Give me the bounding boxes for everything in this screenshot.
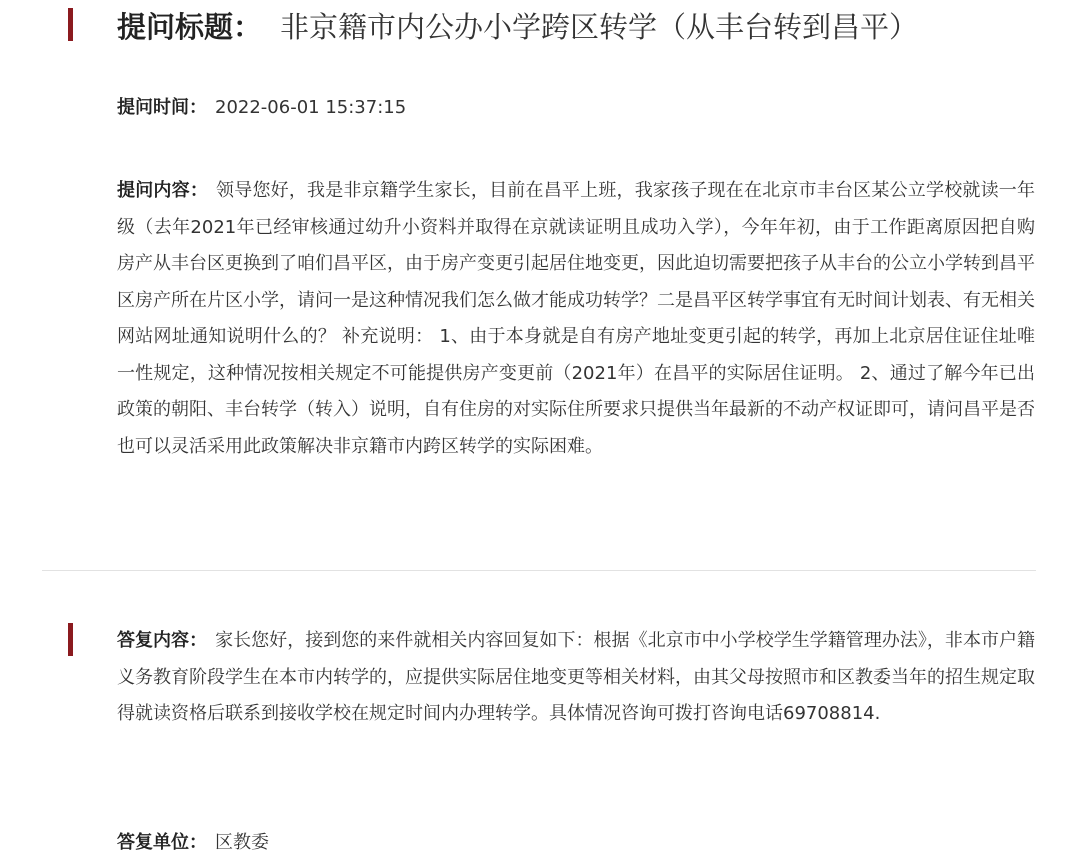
question-title-value: 非京籍市内公办小学跨区转学（从丰台转到昌平）	[280, 10, 919, 44]
answer-accent-bar	[68, 623, 73, 656]
answer-unit	[117, 831, 1035, 855]
answer-content-value: 家长您好，接到您的来件就相关内容回复如下：根据《北京市中小学校学生学籍管理办法》，非本市户籍义务教育阶段学生在本市内转学的，应提供实际居住地变更等相关材料，由其父母按照市和区教委当年的招生规定取得就读资格后联系到接收学校在规定时间内办理转学。具体情况咨询可拨打咨询电话69708814.	[117, 630, 1036, 724]
question-content-label: 提问内容：	[117, 180, 209, 201]
section-divider	[42, 570, 1036, 571]
question-title	[117, 2, 1067, 52]
question-accent-bar	[68, 8, 73, 41]
answer-content-label: 答复内容：	[117, 630, 208, 651]
question-content	[117, 173, 1035, 465]
question-time-value: 2022-06-01 15:37:15	[215, 97, 407, 118]
answer-unit-value: 区教委	[215, 832, 269, 853]
question-title-label: 提问标题：	[117, 10, 263, 44]
question-content-value: 领导您好，我是非京籍学生家长，目前在昌平上班，我家孩子现在在北京市丰台区某公立学校就读一年级（去年2021年已经审核通过幼升小资料并取得在京就读证明且成功入学），今年年初，由于工作距离原因把自购房产从丰台区更换到了咱们昌平区，由于房产变更引起居住地变更，因此迫切需要把孩子从丰台的公立小学转到昌平区房产所在片区小学，请问一是这种情况我们怎么做才能成功转学？二是昌平区转学事宜有无时间计划表、有无相关网站网址通知说明什么的？ 补充说明： 1、由于本身就是自有房产地址变更引起的转学，再加上北京居住证住址唯一性规定，这种情况按相关规定不可能提供房产变更前（2021年）在昌平的实际居住证明。 2、通过了解今年已出政策的朝阳、丰台转学（转入）说明，自有住房的对实际住所要求只提供当年最新的不动产权证即可，请问昌平是否也可以灵活采用此政策解决非京籍市内跨区转学的实际困难。	[117, 180, 1036, 457]
question-time	[117, 96, 1035, 120]
answer-unit-label: 答复单位：	[117, 832, 207, 853]
answer-content	[117, 623, 1035, 733]
question-time-label: 提问时间：	[117, 97, 207, 118]
